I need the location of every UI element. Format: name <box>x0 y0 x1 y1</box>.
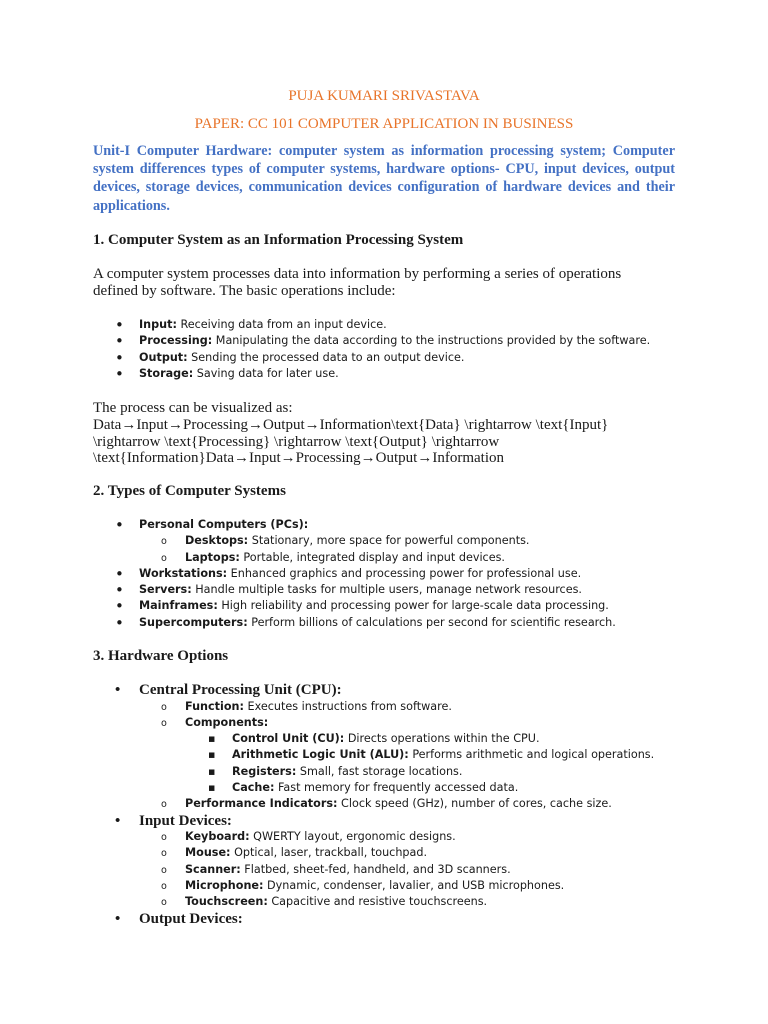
circle-bullet-icon <box>161 862 167 879</box>
list-item: o Mouse: Optical, laser, trackball, touchpad. <box>185 845 654 861</box>
process-intro: The process can be visualized as: <box>93 400 293 416</box>
process-line: Data→Input→Processing→Output→Information\text{Data} \rightarrow \text{Input} \rightarrow \text{Processing} \rightarrow \text{Output} \rightarrow \text{Information}Data→Input→Processing→Output→Information <box>93 416 609 467</box>
list-item: o Touchscreen: Capacitive and resistive touchscreens. <box>185 894 654 910</box>
cpu-components-sublist <box>232 731 654 796</box>
section-1-heading: 1. Computer System as an Information Processing System <box>93 232 464 248</box>
list-item: o Desktops: Stationary, more space for powerful components. <box>185 533 616 549</box>
list-item: • Input: Receiving data from an input device. <box>139 317 650 333</box>
list-item: o Components: ▪ Control Unit (CU): Directs operations within the CPU. ▪ Arithmetic Logic Unit (ALU): Performs arithmetic and logical operations. ▪ Registers: Small, fast storage locations. ▪ Cache: Fast memory for frequently accessed data. <box>185 715 654 796</box>
circle-bullet-icon <box>161 845 167 862</box>
list-item: • Output Devices: <box>139 911 654 928</box>
basic-operations-list <box>139 317 650 382</box>
list-item: ▪ Control Unit (CU): Directs operations within the CPU. <box>232 731 654 747</box>
list-item: o Keyboard: QWERTY layout, ergonomic designs. <box>185 829 654 845</box>
circle-bullet-icon <box>161 715 167 732</box>
bullet-icon <box>115 911 120 928</box>
cpu-sublist <box>185 699 654 813</box>
list-item: • Processing: Manipulating the data according to the instructions provided by the software. <box>139 333 650 349</box>
bullet-icon <box>115 615 124 633</box>
circle-bullet-icon <box>161 533 167 550</box>
circle-bullet-icon <box>161 796 167 813</box>
bullet-icon <box>115 517 124 535</box>
list-item: o Performance Indicators: Clock speed (GHz), number of cores, cache size. <box>185 796 654 812</box>
list-item: ▪ Registers: Small, fast storage locations. <box>232 764 654 780</box>
circle-bullet-icon <box>161 699 167 716</box>
bullet-icon <box>115 682 120 699</box>
hardware-options-list <box>139 682 654 927</box>
circle-bullet-icon <box>161 894 167 911</box>
list-item: ▪ Arithmetic Logic Unit (ALU): Performs arithmetic and logical operations. <box>232 747 654 763</box>
list-item: o Laptops: Portable, integrated display and input devices. <box>185 550 616 566</box>
list-item: • Mainframes: High reliability and processing power for large-scale data processing. <box>139 598 616 614</box>
bullet-icon <box>115 813 120 830</box>
list-item: • Central Processing Unit (CPU): o Function: Executes instructions from software. o Components: ▪ Control Unit (CU): Directs operations within the CPU. ▪ Arithmetic Logic Unit (ALU): Performs arithmetic and logical operations. ▪ Registers: Small, fast storage locations. ▪ Cache: Fast memory for frequently accessed data. o Performance Indicators: Clock speed (GHz), number of cores, cache size. <box>139 682 654 813</box>
section-3-heading: 3. Hardware Options <box>93 648 229 664</box>
list-item: • Servers: Handle multiple tasks for multiple users, manage network resources. <box>139 582 616 598</box>
circle-bullet-icon <box>161 878 167 895</box>
square-bullet-icon <box>208 764 215 780</box>
list-item: • Output: Sending the processed data to an output device. <box>139 350 650 366</box>
square-bullet-icon <box>208 747 215 763</box>
circle-bullet-icon <box>161 550 167 567</box>
list-item: o Scanner: Flatbed, sheet-fed, handheld, and 3D scanners. <box>185 862 654 878</box>
section-1-paragraph: A computer system processes data into information by performing a series of operations defined by software. The basic operations include: <box>93 266 622 299</box>
unit-intro: Unit-I Computer Hardware: computer system as information processing system; Computer system differences types of computer systems, hardware options- CPU, input devices, output devices, storage devices, communication devices configuration of hardware devices and their applications. <box>93 143 675 214</box>
circle-bullet-icon <box>161 829 167 846</box>
square-bullet-icon <box>208 731 215 747</box>
input-devices-sublist <box>185 829 654 910</box>
bullet-icon <box>115 366 124 384</box>
square-bullet-icon <box>208 780 215 796</box>
paper-title: PAPER: CC 101 COMPUTER APPLICATION IN BUSINESS <box>194 116 574 132</box>
process-block <box>93 400 653 467</box>
list-item: • Personal Computers (PCs): o Desktops: Stationary, more space for powerful components. o Laptops: Portable, integrated display and input devices. <box>139 517 616 566</box>
section-2-heading: 2. Types of Computer Systems <box>93 483 286 499</box>
list-item: • Workstations: Enhanced graphics and processing power for professional use. <box>139 566 616 582</box>
pc-sublist <box>185 533 616 566</box>
computer-types-list <box>139 517 616 631</box>
list-item: ▪ Cache: Fast memory for frequently accessed data. <box>232 780 654 796</box>
list-item: • Input Devices: o Keyboard: QWERTY layout, ergonomic designs. o Mouse: Optical, laser, trackball, touchpad. o Scanner: Flatbed, sheet-fed, handheld, and 3D scanners. o Microphone: Dynamic, condenser, lavalier, and USB microphones. o Touchscreen: Capacitive and resistive touchscreens. <box>139 813 654 911</box>
list-item: • Storage: Saving data for later use. <box>139 366 650 382</box>
list-item: • Supercomputers: Perform billions of calculations per second for scientific research. <box>139 615 616 631</box>
author-name: PUJA KUMARI SRIVASTAVA <box>288 88 480 104</box>
list-item: o Microphone: Dynamic, condenser, lavalier, and USB microphones. <box>185 878 654 894</box>
list-item: o Function: Executes instructions from software. <box>185 699 654 715</box>
